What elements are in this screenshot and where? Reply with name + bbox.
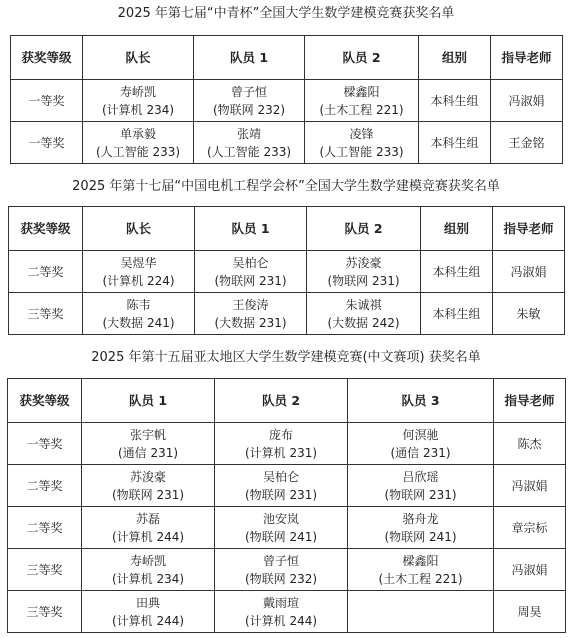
award-level: 一等奖 [8,423,82,465]
student-class: (计算机 231) [244,445,318,460]
member-1 [195,293,307,335]
table-row [8,507,566,549]
student-name: 吴柏仑 [232,255,269,270]
student-class: (物联网 231) [327,273,400,288]
table-row [8,465,566,507]
award-level: 三等奖 [8,549,82,591]
student-class: (人工智能 233) [319,144,404,159]
student-name: 苏浚豪 [345,255,382,270]
header-advisor: 指导老师 [494,379,566,423]
header-award-level: 获奖等级 [11,36,83,80]
student-name: 吕欣瑶 [402,469,439,484]
student-name: 苏浚豪 [129,469,166,484]
header-member-3: 队员 3 [348,379,494,423]
member-1 [194,122,305,164]
header-group: 组别 [421,207,493,251]
header-award-level: 获奖等级 [9,207,83,251]
student-class: (计算机 224) [102,273,175,288]
member-3 [348,465,494,507]
student-name: 曾子恒 [262,553,299,568]
student-class: (计算机 234) [101,102,175,117]
header-advisor: 指导老师 [491,36,563,80]
member-1 [82,591,215,633]
header-member-1: 队员 1 [195,207,307,251]
award-level: 一等奖 [11,122,83,164]
header-member-1: 队员 1 [82,379,215,423]
member-1 [195,251,307,293]
student-name: 樑鑫阳 [343,84,380,99]
student-class: (物联网 231) [244,487,318,502]
member-2 [215,423,348,465]
student-class: (物联网 241) [244,529,318,544]
award-level: 二等奖 [9,251,83,293]
student-name: 寿峤凯 [119,84,156,99]
student-name: 吴煜华 [120,255,157,270]
header-award-level: 获奖等级 [8,379,82,423]
student-name: 张宇帆 [129,427,166,442]
award-level: 二等奖 [8,507,82,549]
member-2 [215,549,348,591]
member-2 [215,507,348,549]
header-captain: 队长 [83,207,195,251]
student-name: 吴柏仑 [262,469,299,484]
group: 本科生组 [421,293,493,335]
student-class: (物联网 231) [111,487,185,502]
member-2 [215,591,348,633]
header-captain: 队长 [83,36,194,80]
member-1 [82,507,215,549]
student-class: (通信 231) [117,445,179,460]
student-name: 单承毅 [119,126,156,141]
award-table-3 [7,378,566,633]
captain [83,80,194,122]
student-name: 庞布 [268,427,293,442]
table-row [9,251,565,293]
award-level: 二等奖 [8,465,82,507]
student-class: (土木工程 221) [319,102,404,117]
award-table-2 [8,206,565,335]
award-level: 三等奖 [8,591,82,633]
student-name: 田典 [135,595,160,610]
student-class: (物联网 232) [212,102,286,117]
captain [83,251,195,293]
advisor: 冯淑娟 [494,549,566,591]
student-name: 何溟驰 [402,427,439,442]
member-2 [305,80,419,122]
student-class: (大数据 231) [214,315,287,330]
award-level: 三等奖 [9,293,83,335]
student-class: (物联网 241) [384,529,457,544]
student-name: 寿峤凯 [129,553,166,568]
group: 本科生组 [419,122,491,164]
table-header-row [8,379,566,423]
student-class: (通信 231) [390,445,451,460]
student-name: 王俊涛 [232,297,269,312]
member-2 [307,251,421,293]
student-class: (物联网 231) [384,487,457,502]
member-1 [194,80,305,122]
student-class: (计算机 244) [111,613,185,628]
student-class: (计算机 234) [111,571,185,586]
student-class: (计算机 244) [244,613,318,628]
student-class: (大数据 242) [327,315,400,330]
student-name: 池安岚 [262,511,299,526]
student-class: (物联网 232) [244,571,318,586]
group: 本科生组 [419,80,491,122]
header-advisor: 指导老师 [493,207,565,251]
member-2 [215,465,348,507]
advisor: 冯淑娟 [491,80,563,122]
header-member-2: 队员 2 [305,36,419,80]
student-class: (土木工程 221) [378,571,463,586]
advisor: 陈杰 [494,423,566,465]
student-name: 戴雨瑄 [262,595,299,610]
student-name: 陈韦 [126,297,151,312]
table-row [8,423,566,465]
table-row [8,591,566,633]
advisor: 王金铭 [491,122,563,164]
advisor: 冯淑娟 [494,465,566,507]
student-name: 凌锋 [349,126,374,141]
member-3 [348,549,494,591]
table-2-title: 2025 年第十七届“中国电机工程学会杯”全国大学生数学建模竞赛获奖名单 [72,179,500,194]
member-2 [307,293,421,335]
member-3-empty [348,591,494,633]
advisor: 周昊 [494,591,566,633]
student-class: (大数据 241) [102,315,175,330]
member-1 [82,549,215,591]
advisor: 冯淑娟 [493,251,565,293]
table-row [11,80,563,122]
header-member-2: 队员 2 [307,207,421,251]
student-name: 曾子恒 [230,84,267,99]
table-header-row [9,207,565,251]
award-level: 一等奖 [11,80,83,122]
advisor: 朱敏 [493,293,565,335]
member-3 [348,423,494,465]
header-group: 组别 [419,36,491,80]
header-member-1: 队员 1 [194,36,305,80]
table-1-title: 2025 年第七届“中青杯”全国大学生数学建模竞赛获奖名单 [117,6,455,21]
captain [83,122,194,164]
group: 本科生组 [421,251,493,293]
member-2 [305,122,419,164]
student-class: (人工智能 233) [95,144,181,159]
table-row [8,549,566,591]
advisor: 章宗标 [494,507,566,549]
student-class: (计算机 244) [111,529,185,544]
table-3-title: 2025 年第十五届亚太地区大学生数学建模竞赛(中文赛项) 获奖名单 [91,350,481,365]
student-name: 苏磊 [135,511,160,526]
student-name: 樑鑫阳 [402,553,439,568]
table-row [11,122,563,164]
award-table-1 [10,35,563,164]
header-member-2: 队员 2 [215,379,348,423]
student-name: 朱诚祺 [345,297,382,312]
student-name: 张靖 [236,126,261,141]
table-header-row [11,36,563,80]
table-row [9,293,565,335]
student-class: (物联网 231) [214,273,287,288]
member-1 [82,423,215,465]
student-name: 骆舟龙 [402,511,439,526]
member-1 [82,465,215,507]
captain [83,293,195,335]
member-3 [348,507,494,549]
student-class: (人工智能 233) [206,144,292,159]
